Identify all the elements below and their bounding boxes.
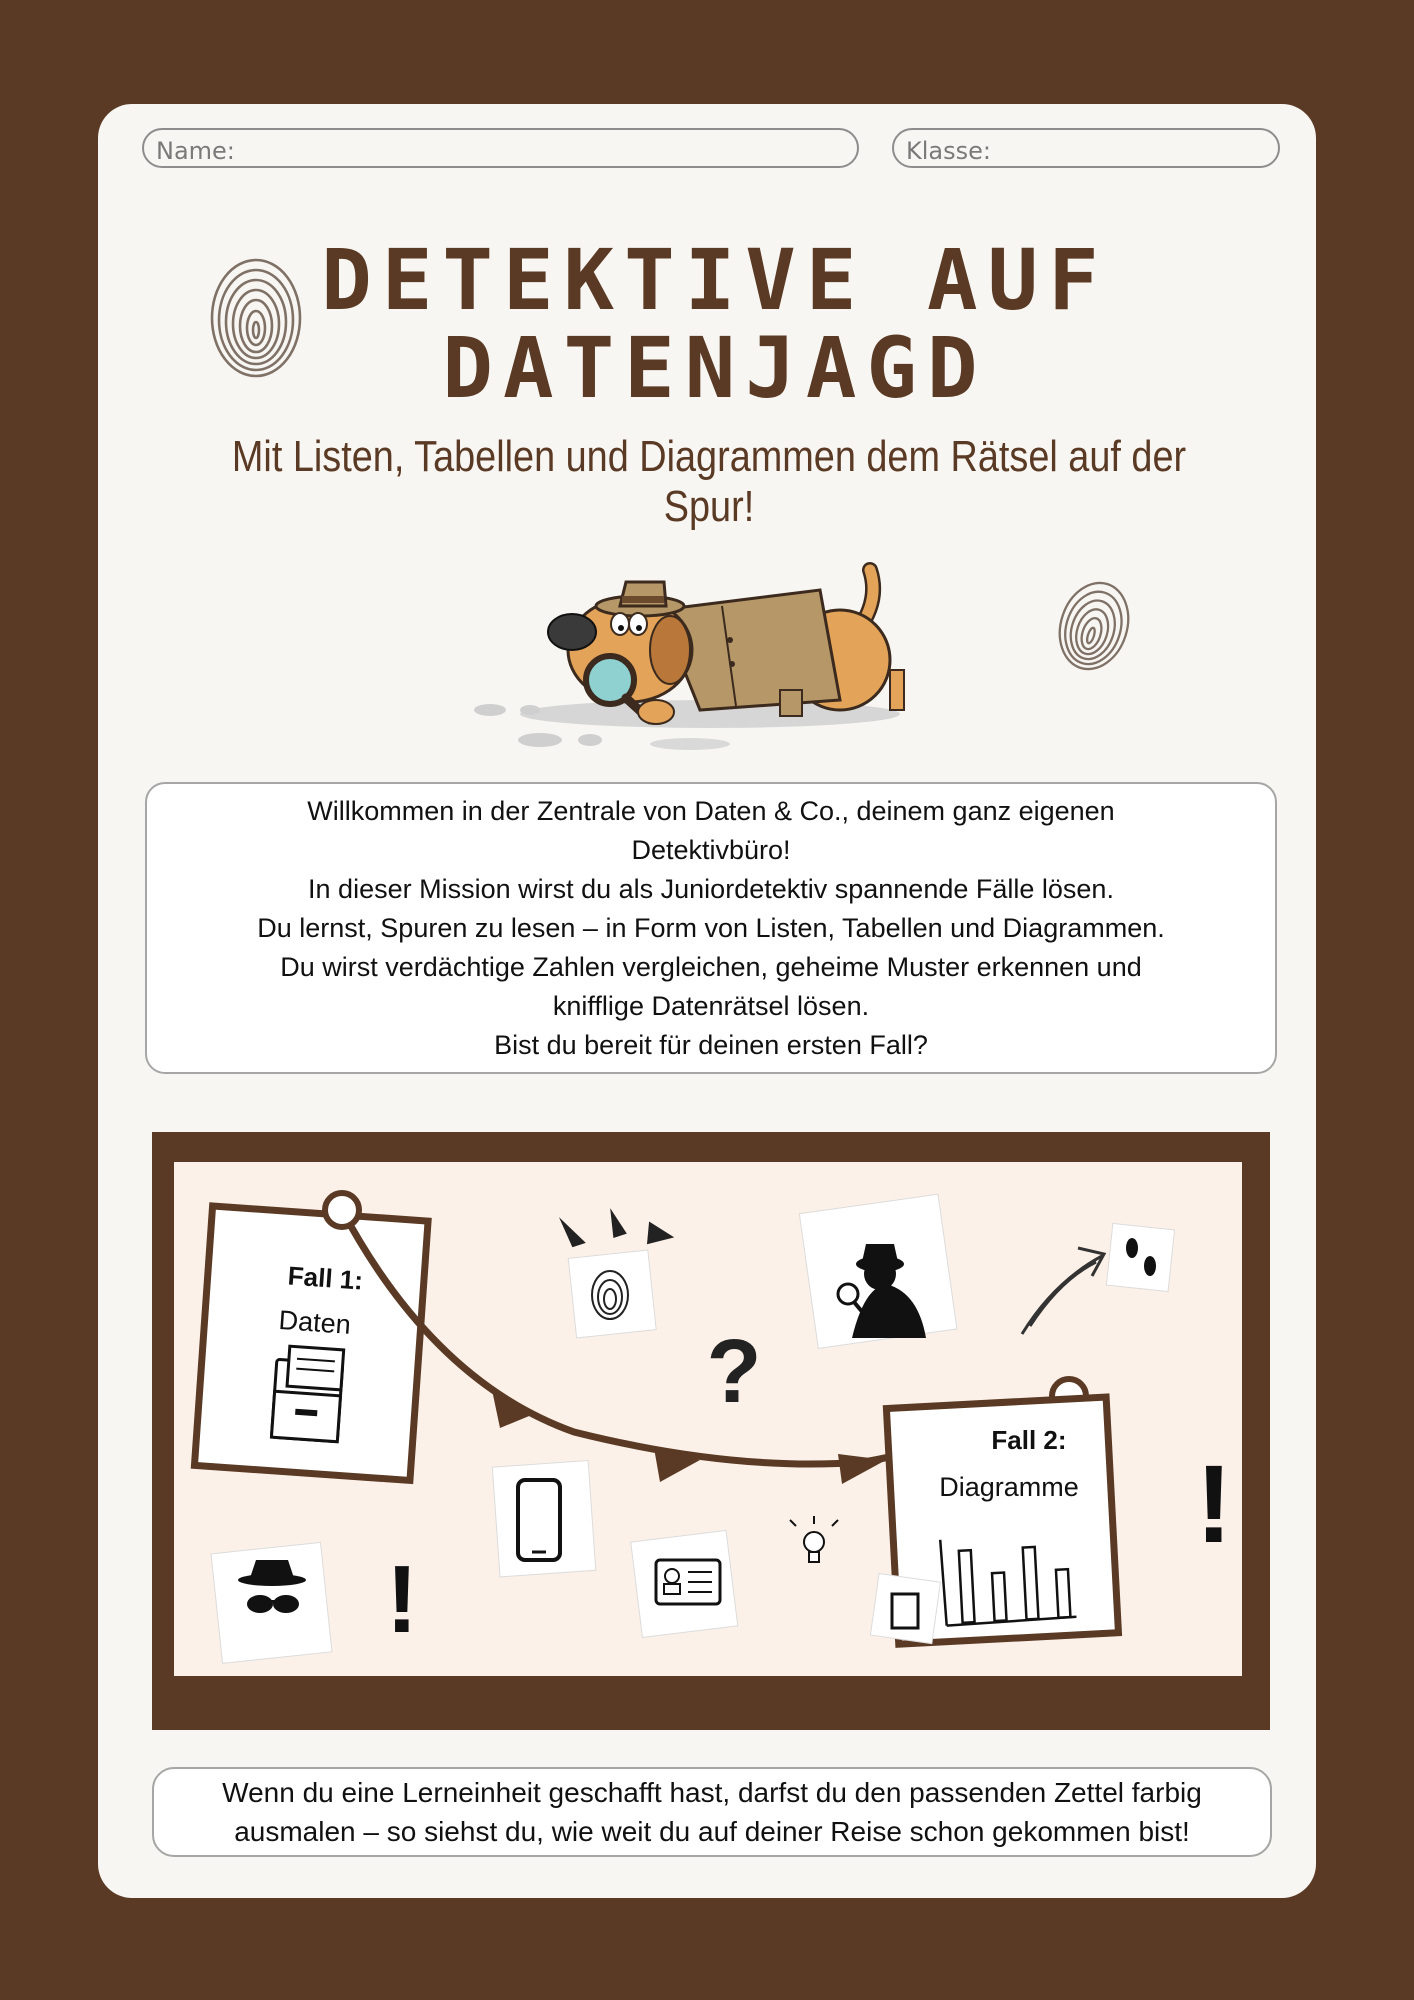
question-mark-icon: ?	[706, 1322, 762, 1422]
id-card-icon	[656, 1560, 720, 1604]
title-line-1: DETEKTIVE AUF	[321, 231, 1109, 329]
subtitle: Mit Listen, Tabellen und Diagrammen dem Rätsel auf der Spur!	[231, 432, 1187, 531]
footer-box	[152, 1767, 1272, 1857]
exclamation-icon: !	[1195, 1443, 1233, 1566]
class-field[interactable]	[892, 128, 1280, 168]
exclamation-icon: !	[386, 1546, 418, 1653]
notebook-icon	[892, 1594, 918, 1628]
light-bulb-icon	[790, 1516, 838, 1562]
name-label: Name:	[156, 137, 235, 165]
name-field[interactable]	[142, 128, 859, 168]
intro-line: Willkommen in der Zentrale von Daten & Co., deinem ganz eigenen	[307, 795, 1115, 826]
intro-line: In dieser Mission wirst du als Juniordetektiv spannende Fälle lösen.	[308, 873, 1114, 904]
case-2-heading: Fall 2:	[991, 1425, 1067, 1455]
intro-line: Bist du bereit für deinen ersten Fall?	[494, 1029, 928, 1060]
case-board-illustration	[174, 1162, 1242, 1676]
case-2-label: Diagramme	[939, 1472, 1079, 1502]
intro-box	[145, 782, 1277, 1074]
arrow-sketch-icon	[1022, 1248, 1104, 1334]
intro-line: Du wirst verdächtige Zahlen vergleichen, geheime Muster erkennen und	[280, 951, 1142, 982]
intro-line: Du lernst, Spuren zu lesen – in Form von Listen, Tabellen und Diagrammen.	[257, 912, 1165, 943]
intro-line: Detektivbüro!	[631, 834, 791, 865]
footer-line: Wenn du eine Lerneinheit geschafft hast, darfst du den passenden Zettel farbig	[222, 1777, 1202, 1808]
footer-line: ausmalen – so siehst du, wie weit du auf deiner Reise schon gekommen bist!	[234, 1816, 1190, 1847]
class-label: Klasse:	[906, 137, 991, 165]
alert-marks-icon	[559, 1198, 675, 1258]
fingerprint-icon	[1054, 576, 1134, 676]
case-1-label: Daten	[277, 1304, 352, 1340]
title-line-2: DATENJAGD	[442, 319, 988, 417]
detective-dog-illustration	[460, 540, 950, 760]
intro-line: knifflige Datenrätsel lösen.	[552, 990, 870, 1021]
pin-icon	[325, 1193, 359, 1227]
smartphone-icon	[518, 1480, 560, 1560]
folder-icon	[271, 1345, 343, 1441]
case-1-heading: Fall 1:	[286, 1260, 364, 1296]
